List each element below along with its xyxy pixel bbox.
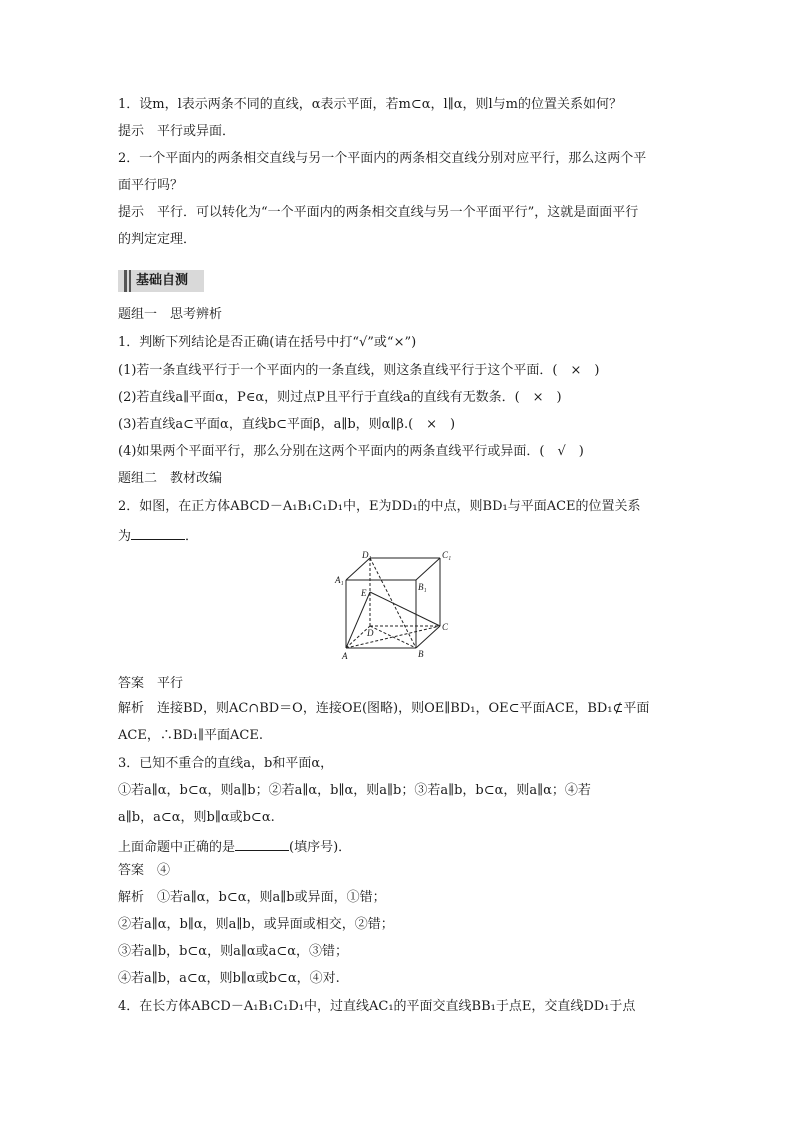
text-line: ①若a∥α，b⊂α，则a∥b；②若a∥α，b∥α，则a∥b；③若a∥b，b⊂α，则a∥α；④若 <box>118 783 591 798</box>
text-line: 解析 ①若a∥α，b⊂α，则a∥b或异面，①错； <box>118 890 386 905</box>
section-bar <box>124 270 127 292</box>
text-line: 面平行吗？ <box>118 178 184 193</box>
label-A: A <box>342 651 348 661</box>
edge-BC <box>416 626 440 648</box>
answer-blank[interactable] <box>235 836 289 851</box>
text-line: ④若a∥b，a⊂α，则b∥α或b⊂α，④对. <box>118 971 340 986</box>
cube-figure <box>334 550 454 666</box>
text-line: (2)若直线a∥平面α，P∈α，则过点P且平行于直线a的直线有无数条．( × ) <box>118 390 562 405</box>
label-C1: C₁ <box>442 550 452 560</box>
section-title: 基础自测 <box>136 273 189 288</box>
label-C: C <box>442 622 449 632</box>
q2-suffix: ． <box>185 529 199 544</box>
q3-suffix: (填序号)． <box>289 840 352 855</box>
segment-EA <box>346 592 370 648</box>
text-line: ACE，∴BD₁∥平面ACE. <box>118 728 263 743</box>
label-B: B <box>418 649 424 659</box>
text-line: (4)如果两个平面平行，那么分别在这两个平面内的两条直线平行或异面．( √ ) <box>118 444 584 459</box>
section-bar-secondary <box>129 270 131 292</box>
text-line: a∥b，a⊂α，则b∥α或b⊂α. <box>118 810 275 825</box>
text-line: 2．如图，在正方体ABCD－A₁B₁C₁D₁中，E为DD₁的中点，则BD₁与平面ACE的位置关系 <box>118 499 641 514</box>
segment-DB <box>370 626 416 648</box>
text-line: 答案 平行 <box>118 676 184 691</box>
text-line: ③若a∥b，b⊂α，则a∥α或a⊂α，③错； <box>118 944 349 959</box>
cube-diagram <box>334 550 454 662</box>
section-header <box>118 270 204 292</box>
segment-D1B <box>370 558 416 648</box>
text-line: (1)若一条直线平行于一个平面内的一条直线，则这条直线平行于这个平面．( × ) <box>118 363 600 378</box>
text-line: 2．一个平面内的两条相交直线与另一个平面内的两条相交直线分别对应平行，那么这两个平 <box>118 151 647 166</box>
label-D1: D₁ <box>362 550 372 560</box>
text-line: 的判定定理． <box>118 232 197 247</box>
text-line: 提示 平行．可以转化为“一个平面内的两条相交直线与另一个平面平行”，这就是面面平行 <box>118 205 639 220</box>
text-line: 提示 平行或异面． <box>118 124 236 139</box>
text-line: 题组二 教材改编 <box>118 471 223 486</box>
text-line: 1．判断下列结论是否正确(请在括号中打“√”或“×”) <box>118 335 417 350</box>
text-line: 4．在长方体ABCD－A₁B₁C₁D₁中，过直线AC₁的平面交直线BB₁于点E，交直线DD₁于点 <box>118 999 636 1014</box>
edge-B1C1 <box>416 558 440 580</box>
text-line: 1．设m，l表示两条不同的直线，α表示平面，若m⊂α，l∥α，则l与m的位置关系如何？ <box>118 97 622 112</box>
label-D: D <box>367 628 374 638</box>
text-line: (3)若直线a⊂平面α，直线b⊂平面β，a∥b，则α∥β.( × ) <box>118 417 456 432</box>
text-line: ②若a∥α，b∥α，则a∥b，或异面或相交，②错； <box>118 917 394 932</box>
q3-fill-line <box>118 836 351 857</box>
q3-prefix: 上面命题中正确的是 <box>118 840 236 855</box>
text-line: 题组一 思考辨析 <box>118 307 223 322</box>
label-A1: A₁ <box>335 575 344 585</box>
text-line: 3．已知不重合的直线a，b和平面α， <box>118 756 334 771</box>
text-line: 解析 连接BD，则AC∩BD＝O，连接OE(图略)，则OE∥BD₁，OE⊂平面ACE，BD₁⊄平面 <box>118 701 650 716</box>
label-E: E <box>361 588 367 598</box>
label-B1: B₁ <box>418 582 427 592</box>
segment-EC <box>370 592 440 626</box>
q2-answer-line <box>118 525 198 546</box>
text-line: 答案 ④ <box>118 863 171 878</box>
answer-blank[interactable] <box>131 525 185 540</box>
edge-A1D1 <box>346 558 370 580</box>
q2-prefix: 为 <box>118 529 132 544</box>
